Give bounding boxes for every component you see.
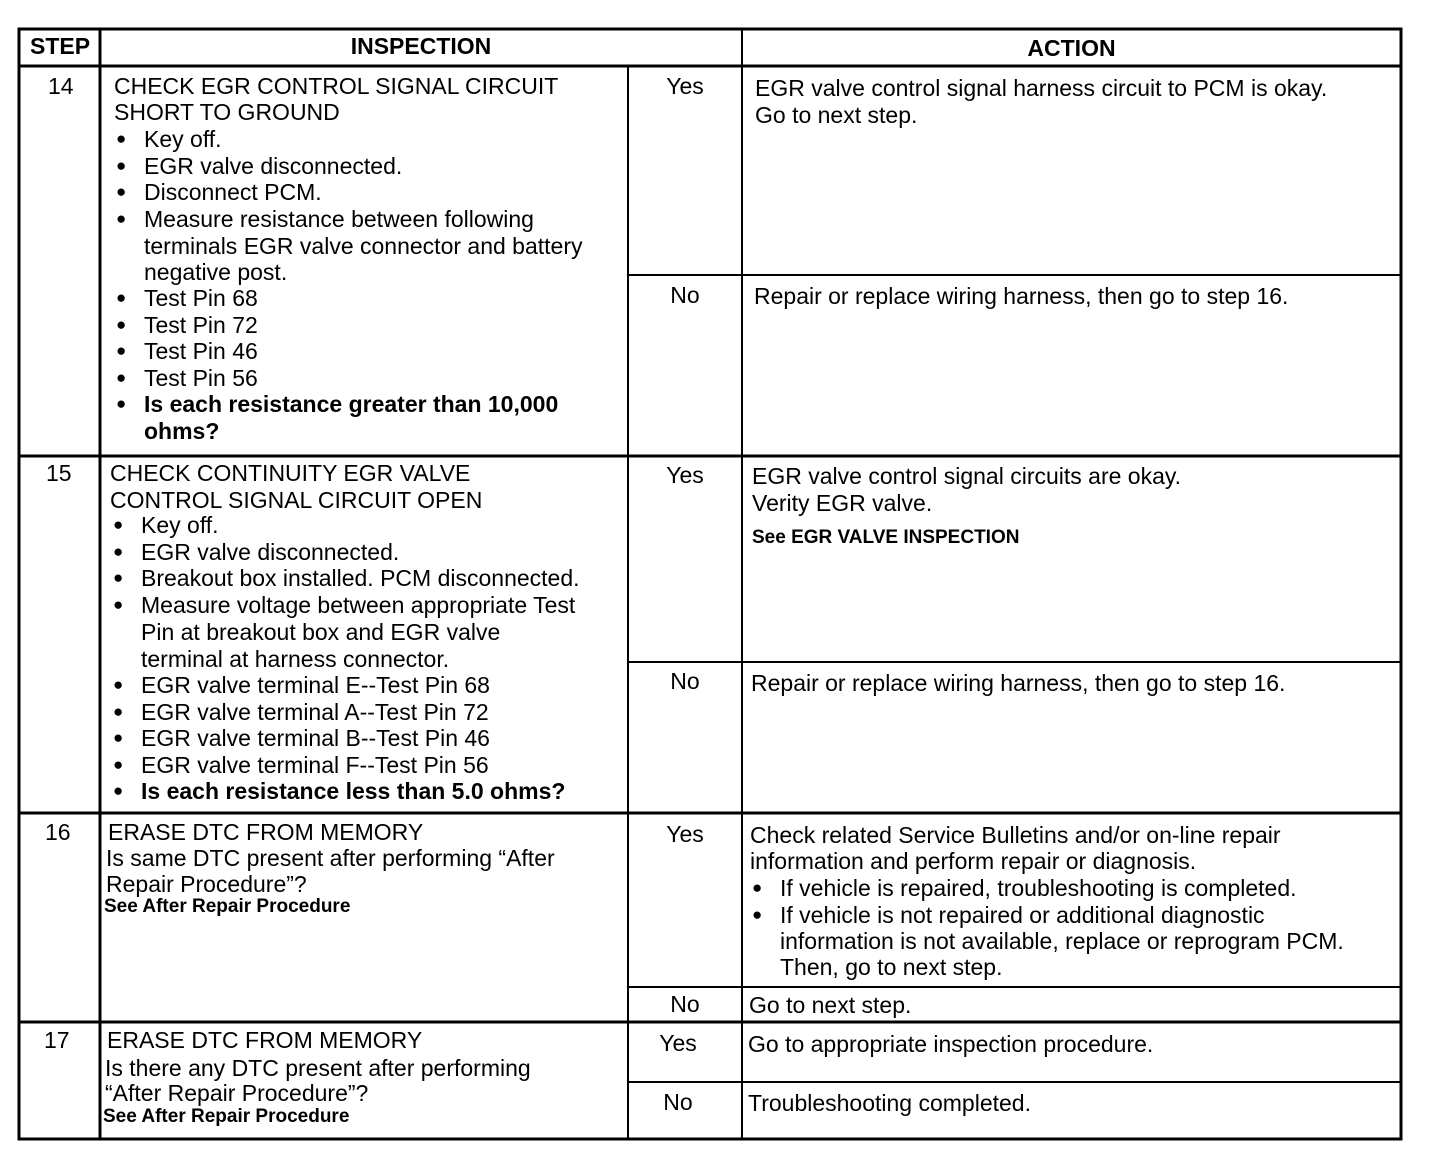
- inspection-title: CHECK CONTINUITY EGR VALVE: [110, 460, 471, 486]
- action-bullets: [750, 875, 1297, 928]
- yes-label: Yes: [666, 462, 704, 488]
- bullet-continuation: negative post.: [144, 259, 288, 285]
- yes-action: information and perform repair or diagnosis.: [750, 848, 1197, 874]
- inspection-body: “After Repair Procedure”?: [105, 1080, 369, 1106]
- list-item: ● Measure resistance between following: [114, 206, 534, 233]
- list-item: ● EGR valve terminal B--Test Pin 46: [111, 725, 565, 752]
- list-item: ● Key off.: [111, 512, 580, 539]
- no-label: No: [670, 282, 700, 308]
- inspection-title: CHECK EGR CONTROL SIGNAL CIRCUIT: [114, 73, 559, 99]
- list-item: ● EGR valve terminal F--Test Pin 56: [111, 752, 565, 779]
- yes-label: Yes: [659, 1030, 697, 1056]
- yes-action: Verity EGR valve.: [752, 490, 933, 516]
- yes-action: EGR valve control signal harness circuit to PCM is okay.: [755, 75, 1328, 101]
- list-item: ● If vehicle is not repaired or additional diagnostic: [750, 902, 1297, 929]
- yes-label: Yes: [666, 821, 704, 847]
- inspection-bullets: [111, 512, 580, 618]
- no-action: Repair or replace wiring harness, then go to step 16.: [754, 283, 1289, 309]
- inspection-body: Is same DTC present after performing “After: [106, 845, 555, 871]
- list-item: ● Test Pin 56: [114, 365, 558, 392]
- inspection-title: CONTROL SIGNAL CIRCUIT OPEN: [110, 487, 483, 513]
- no-action: Troubleshooting completed.: [748, 1090, 1031, 1116]
- inspection-title: ERASE DTC FROM MEMORY: [107, 1027, 423, 1053]
- header-action: ACTION: [1027, 35, 1116, 61]
- no-label: No: [670, 668, 700, 694]
- list-item: ● EGR valve disconnected.: [111, 539, 580, 566]
- inspection-bullets: [114, 206, 534, 233]
- list-item: ● Is each resistance greater than 10,000: [114, 391, 558, 418]
- inspection-body: Is there any DTC present after performing: [105, 1055, 531, 1081]
- no-label: No: [663, 1089, 693, 1115]
- header-inspection: INSPECTION: [350, 33, 492, 59]
- no-label: No: [670, 991, 700, 1017]
- step-number: 17: [44, 1027, 70, 1053]
- yes-action: Check related Service Bulletins and/or on-line repair: [750, 822, 1281, 848]
- bullet-continuation: terminal at harness connector.: [141, 646, 450, 672]
- inspection-bullets: [114, 126, 402, 206]
- step-number: 16: [45, 819, 71, 845]
- no-action: Repair or replace wiring harness, then go to step 16.: [751, 670, 1286, 696]
- list-item: ● If vehicle is repaired, troubleshooting is completed.: [750, 875, 1297, 902]
- no-action: Go to next step.: [749, 992, 912, 1018]
- bullet-continuation: Pin at breakout box and EGR valve: [141, 619, 501, 645]
- inspection-title: ERASE DTC FROM MEMORY: [108, 819, 424, 845]
- list-item: ● Key off.: [114, 126, 402, 153]
- yes-action: Go to appropriate inspection procedure.: [748, 1031, 1154, 1057]
- inspection-reference: See After Repair Procedure: [103, 1106, 350, 1127]
- yes-label: Yes: [666, 73, 704, 99]
- list-item: ● Test Pin 72: [114, 312, 558, 339]
- inspection-reference: See After Repair Procedure: [104, 896, 351, 917]
- list-item: ● EGR valve terminal A--Test Pin 72: [111, 699, 565, 726]
- list-item: ● EGR valve disconnected.: [114, 153, 402, 180]
- yes-action: Go to next step.: [755, 102, 918, 128]
- list-item: ● Test Pin 46: [114, 338, 558, 365]
- inspection-bullets: [114, 285, 558, 418]
- inspection-body: Repair Procedure”?: [106, 871, 307, 897]
- header-step: STEP: [30, 33, 91, 59]
- list-item: ● Disconnect PCM.: [114, 179, 402, 206]
- list-item: ● Measure voltage between appropriate Test: [111, 592, 580, 619]
- bullet-continuation: terminals EGR valve connector and battery: [144, 233, 583, 259]
- inspection-title: SHORT TO GROUND: [114, 99, 340, 125]
- list-item: ● EGR valve terminal E--Test Pin 68: [111, 672, 565, 699]
- bullet-continuation: information is not available, replace or reprogram PCM.: [780, 928, 1344, 954]
- inspection-bullets: [111, 672, 565, 805]
- bullet-continuation: Then, go to next step.: [780, 954, 1003, 980]
- list-item: ● Test Pin 68: [114, 285, 558, 312]
- yes-action: EGR valve control signal circuits are okay.: [752, 463, 1182, 489]
- bullet-continuation: ohms?: [144, 418, 220, 444]
- step-number: 15: [46, 460, 72, 486]
- list-item: ● Is each resistance less than 5.0 ohms?: [111, 778, 565, 805]
- step-number: 14: [48, 73, 74, 99]
- yes-reference: See EGR VALVE INSPECTION: [752, 527, 1020, 548]
- list-item: ● Breakout box installed. PCM disconnected.: [111, 565, 580, 592]
